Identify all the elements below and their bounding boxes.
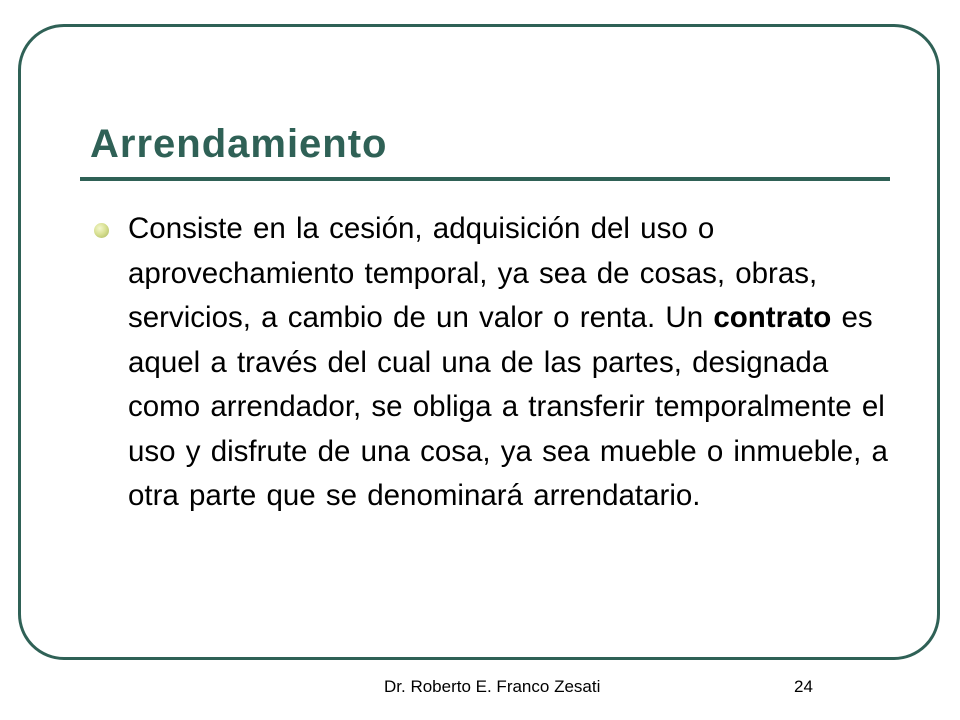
bullet-bold-term: contrato [713, 301, 832, 334]
bullet-text-start: Consiste en la cesión, adquisición del uso o aprovechamiento temporal, ya sea de cosas, obras, servicios, a cambio de un valor o renta. Un [128, 212, 818, 334]
title-underline [80, 177, 890, 181]
bullet-paragraph [128, 207, 888, 519]
bullet-dot-icon [94, 223, 109, 238]
footer-page-number: 24 [794, 677, 813, 696]
bullet-text-end: es aquel a través del cual una de las partes, designada como arrendador, se obliga a transferir temporalmente el uso y disfrute de una cosa, ya sea mueble o inmueble, a otra parte que se denominará arrendatario. [128, 301, 888, 512]
footer-author: Dr. Roberto E. Franco Zesati [384, 677, 601, 696]
slide-title: Arrendamiento [90, 122, 388, 166]
